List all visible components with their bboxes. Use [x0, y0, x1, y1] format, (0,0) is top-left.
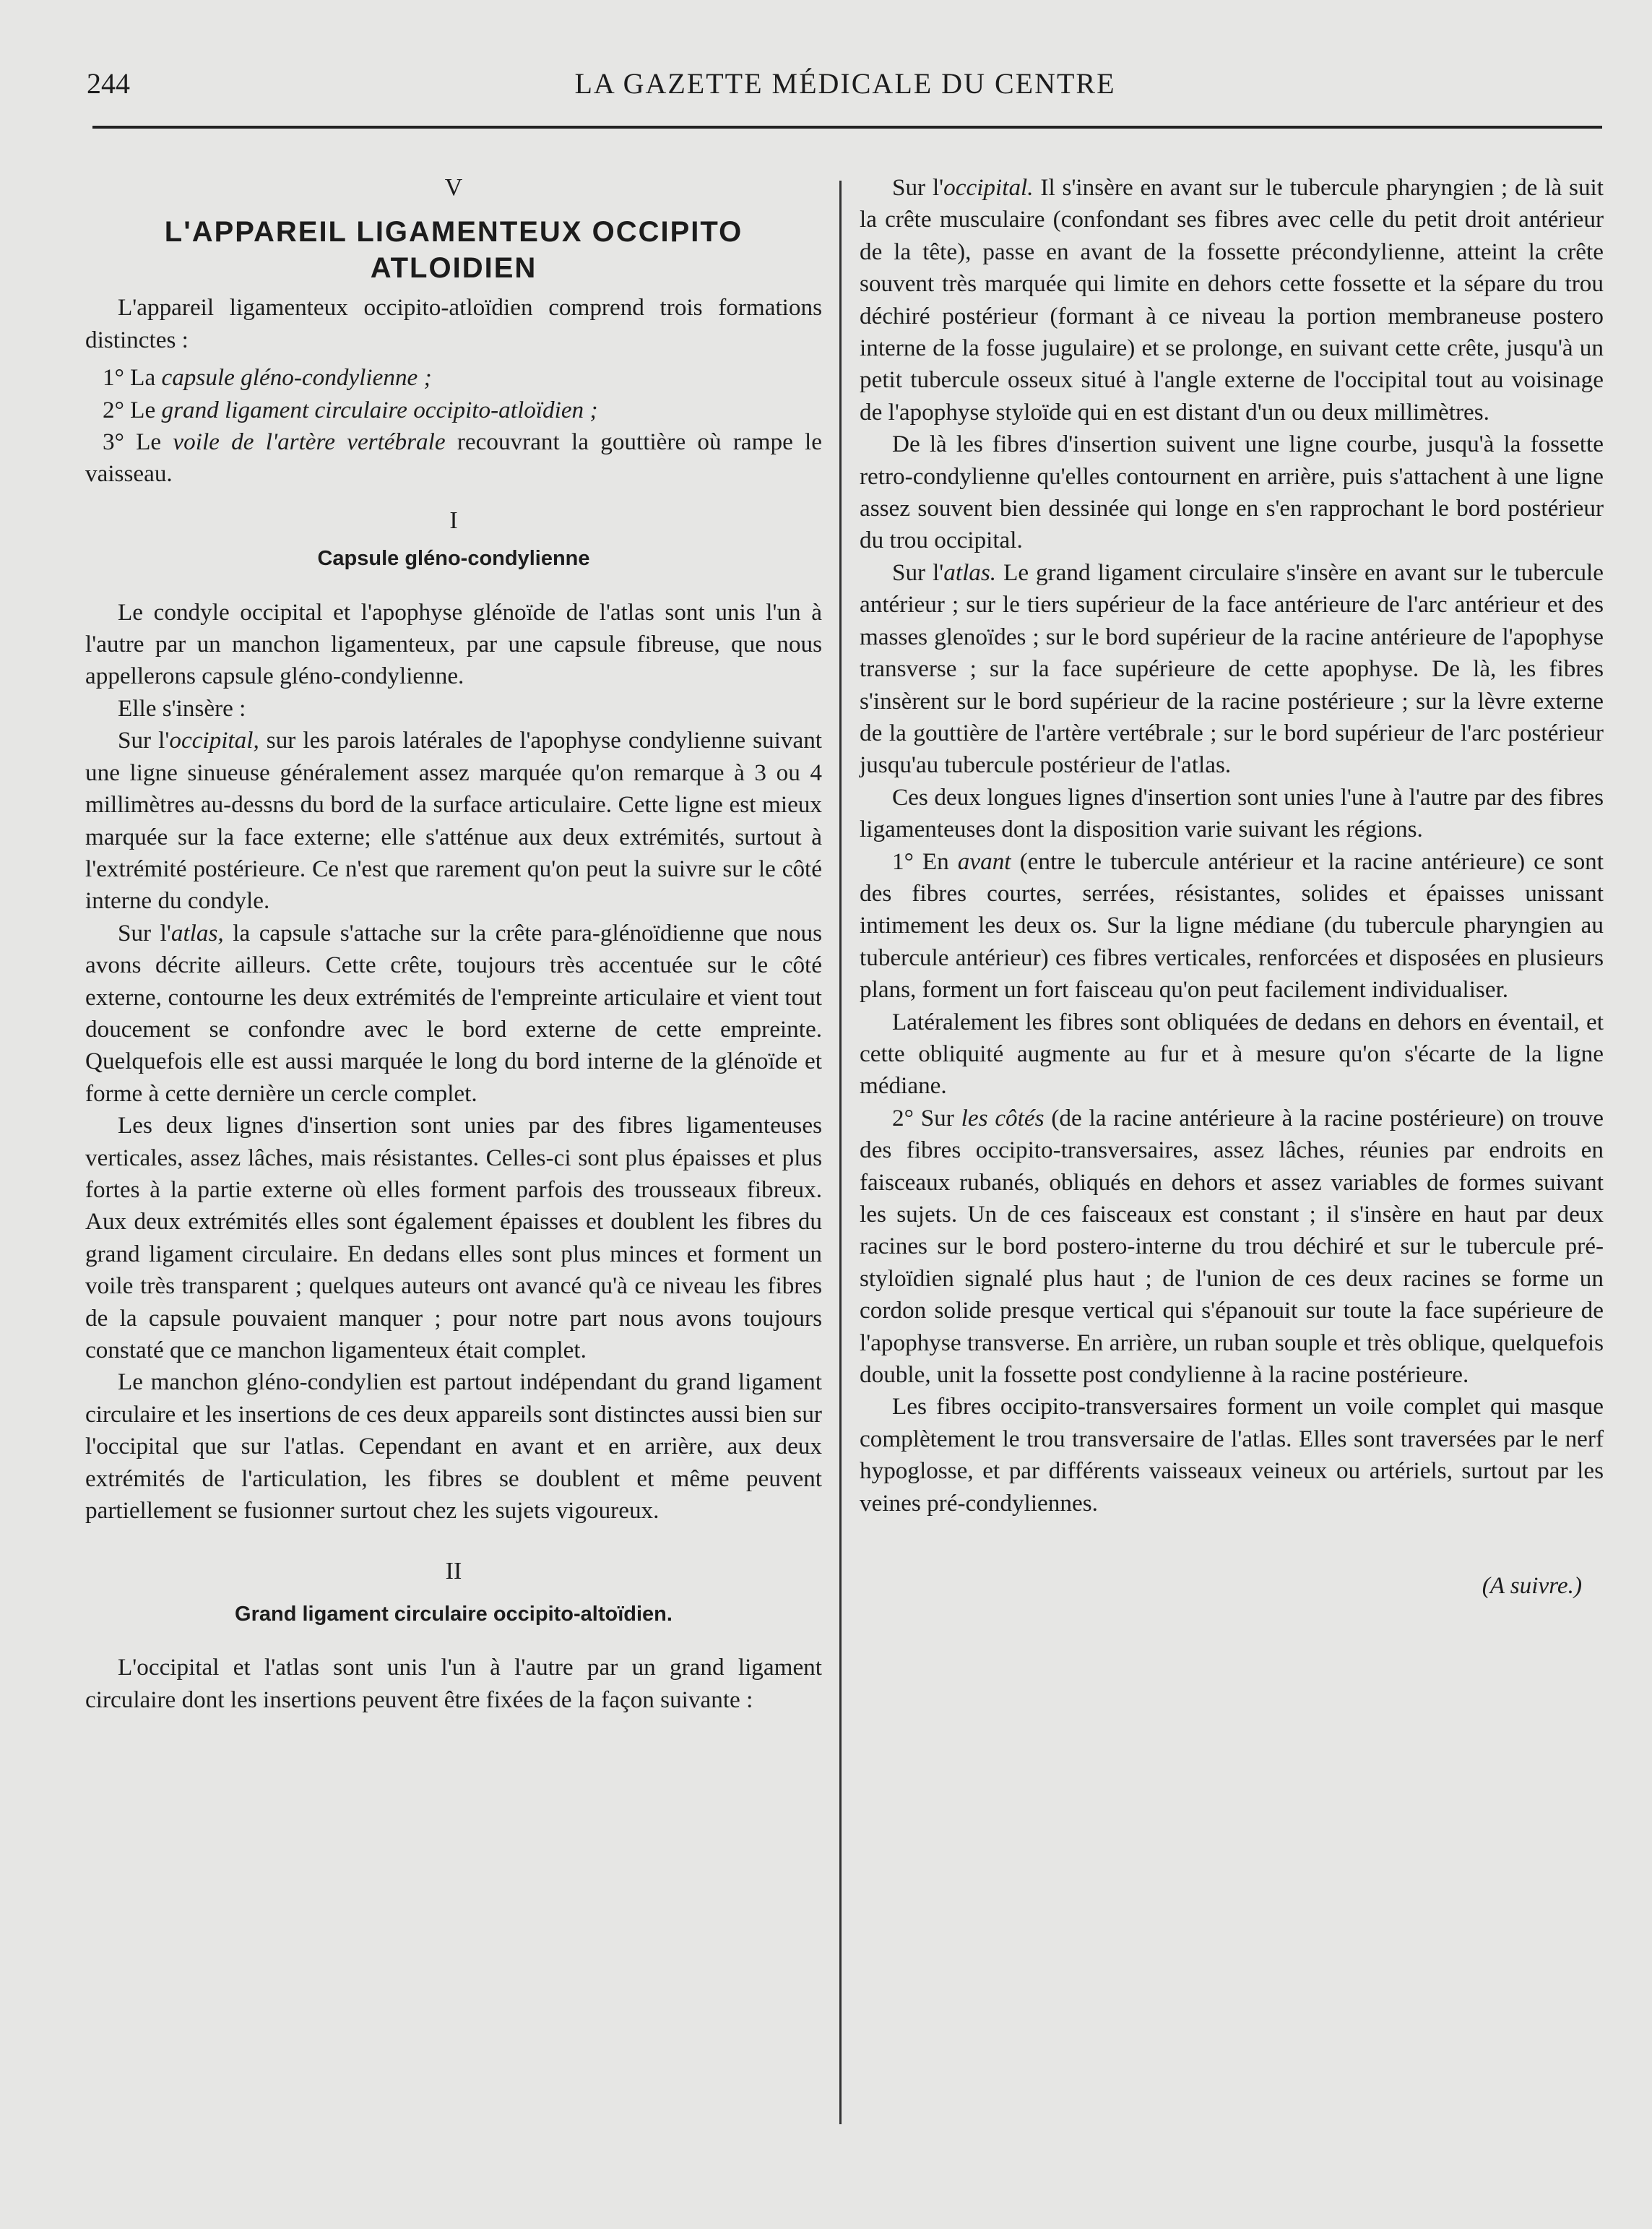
- page-number: 244: [87, 67, 130, 100]
- right-column: [860, 172, 1604, 1602]
- column-divider: [839, 181, 842, 2124]
- list-item: 3° Le voile de l'artère vertébrale recouvrant la gouttière où rampe le vaisseau.: [85, 428, 823, 488]
- paragraph: De là les fibres d'insertion suivent une ligne courbe, jusqu'à la fossette retro-condylienne qu'elles contournent en arrière, puis s'attachent à une ligne assez souvent bien dessinée qui longe en s'en rapprochant le bord postérieur du trou occipital.: [860, 431, 1604, 554]
- subsection-title: Grand ligament circulaire occipito-altoïdien.: [235, 1602, 673, 1626]
- paragraph: Sur l'occipital. Il s'insère en avant sur le tubercule pharyngien ; de là suit la crête musculaire (confondant ses fibres avec celle du petit droit antérieur de la tête), passe en avant de la fossette précondylienne, atteint la crête souvent très marquée qui limite en dehors cette fossette et la sépare du trou déchiré postérieur (formant à ce niveau la portion membraneuse postero interne de la fosse jugulaire) et se prolonge, en suivant cette crête, jusqu'à un petit tubercule osseux situé à l'angle externe de l'occipital tout au voisinage de l'apophyse styloïde qui en est distant d'un ou deux millimètres.: [860, 174, 1604, 426]
- journal-title: LA GAZETTE MÉDICALE DU CENTRE: [574, 67, 1116, 100]
- list-item: 1° La capsule gléno-condylienne ;: [103, 364, 432, 392]
- subsection-title: Capsule gléno-condylienne: [317, 547, 590, 571]
- page-header: [87, 66, 1604, 110]
- intro-paragraph: L'appareil ligamenteux occipito-atloïdien comprend trois formations distinctes :: [85, 294, 822, 353]
- subsection-numeral: II: [445, 1558, 462, 1585]
- paragraph: Le manchon gléno-condylien est partout indépendant du grand ligament circulaire et les insertions de ces deux appareils sont distinctes aussi bien sur l'occipital que sur l'atlas. Cependant en avant et en arrière, aux deux extrémités de l'articulation, les fibres se doublent et même peuvent partiellement se fusionner surtout chez les sujets vigoureux.: [85, 1368, 822, 1525]
- paragraph: Les fibres occipito-transversaires forment un voile complet qui masque complètement le trou transversaire de l'atlas. Elles sont traversées par le nerf hypoglosse, et par différents vaisseaux veineux ou artériels, surtout par les veines pré-condyliennes.: [860, 1393, 1604, 1517]
- paragraph: Ces deux longues lignes d'insertion sont unies l'une à l'autre par des fibres ligamenteuses dont la disposition varie suivant les régions.: [860, 783, 1604, 843]
- section-title: L'APPAREIL LIGAMENTEUX OCCIPITO ATLOIDIEN: [164, 216, 743, 285]
- formations-list: [85, 362, 822, 491]
- paragraph: Sur l'atlas. Le grand ligament circulaire s'insère en avant sur le tubercule antérieur ; sur le tiers supérieur de la face antérieure de l'arc antérieur et des masses glenoïdes ; sur le bord supérieur de la racine antérieure de l'apophyse transverse ; sur la face supérieure de cette apophyse. De là, les fibres s'insèrent sur le bord supérieur de la racine postérieure ; sur la lèvre externe de la gouttière de l'artère vertébrale ; sur le bord supérieur de l'arc postérieur jusqu'au tubercule postérieur de l'atlas.: [860, 559, 1604, 779]
- paragraph: Latéralement les fibres sont obliquées de dedans en dehors en éventail, et cette obliquité augmente au fur et à mesure qu'on s'écarte de la ligne médiane.: [860, 1008, 1604, 1100]
- header-rule: [92, 126, 1602, 129]
- list-item: 2° Le grand ligament circulaire occipito-atloïdien ;: [103, 396, 598, 423]
- to-be-continued: (A suivre.): [1482, 1572, 1582, 1600]
- subsection-numeral: I: [449, 506, 458, 534]
- section-numeral: V: [444, 174, 463, 201]
- paragraph: 2° Sur les côtés (de la racine antérieure à la racine postérieure) on trouve des fibres occipito-transversaires, assez lâches, réunies par endroits en faisceaux rubanés, obliqués en dehors et assez variables de formes suivant les sujets. Un de ces faisceaux est constant ; il s'insère en haut par deux racines sur le bord postero-interne du trou déchiré et sur le tubercule pré-styloïdien signalé plus haut ; de l'union de ces deux racines se forme un cordon solide presque vertical qui s'épanouit sur toute la face supérieure de l'apophyse transverse. En arrière, un ruban souple et très oblique, quelquefois double, unit la fossette post condylienne à la racine postérieure.: [860, 1104, 1604, 1389]
- paragraph: Sur l'occipital, sur les parois latérales de l'apophyse condylienne suivant une ligne sinueuse généralement assez marquée qu'on remarque à 3 ou 4 millimètres au-dessns du bord de la surface articulaire. Cette ligne est mieux marquée sur la face externe; elle s'atténue aux deux extrémités, surtout à l'extrémité postérieure. Ce n'est que rarement qu'on peut la suivre sur le côté interne du condyle.: [85, 727, 823, 915]
- paragraph: Le condyle occipital et l'apophyse glénoïde de l'atlas sont unis l'un à l'autre par un manchon ligamenteux, par une capsule fibreuse, que nous appellerons capsule gléno-condylienne.: [85, 598, 822, 690]
- paragraph: L'occipital et l'atlas sont unis l'un à l'autre par un grand ligament circulaire dont les insertions peuvent être fixées de la façon suivante :: [85, 1654, 822, 1713]
- paragraph: Sur l'atlas, la capsule s'attache sur la crête para-glénoïdienne que nous avons décrite ailleurs. Cette crête, toujours très accentuée sur le côté externe, contourne les deux extrémités de l'empreinte articulaire et vient tout doucement se confondre avec le bord externe de cette empreinte. Quelquefois elle est aussi marquée le long du bord interne de la glénoïde et forme à cette dernière un cercle complet.: [85, 919, 822, 1107]
- paragraph: 1° En avant (entre le tubercule antérieur et la racine antérieure) ce sont des fibres courtes, serrées, résistantes, solides et épaisses unissant intimement les deux os. Sur la ligne médiane (du tubercule pharyngien au tubercule antérieur) ces fibres verticales, renforcées et disposées en plusieurs plans, forment un fort faisceau qu'on peut facilement individualiser.: [860, 848, 1604, 1004]
- paragraph: Les deux lignes d'insertion sont unies par des fibres ligamenteuses verticales, assez lâches, mais résistantes. Celles-ci sont plus épaisses et plus fortes à la partie externe où elles forment parfois des trousseaux fibreux. Aux deux extrémités elles sont également épaisses et doublent les fibres du grand ligament circulaire. En dedans elles sont plus minces et forment un voile très transparent ; quelques auteurs ont avancé qu'à ce niveau les fibres de la capsule pouvaient manquer ; pour notre part nous avons toujours constaté que ce manchon ligamenteux était complet.: [85, 1112, 822, 1363]
- paragraph: Elle s'insère :: [118, 694, 246, 722]
- left-column: [85, 172, 822, 1716]
